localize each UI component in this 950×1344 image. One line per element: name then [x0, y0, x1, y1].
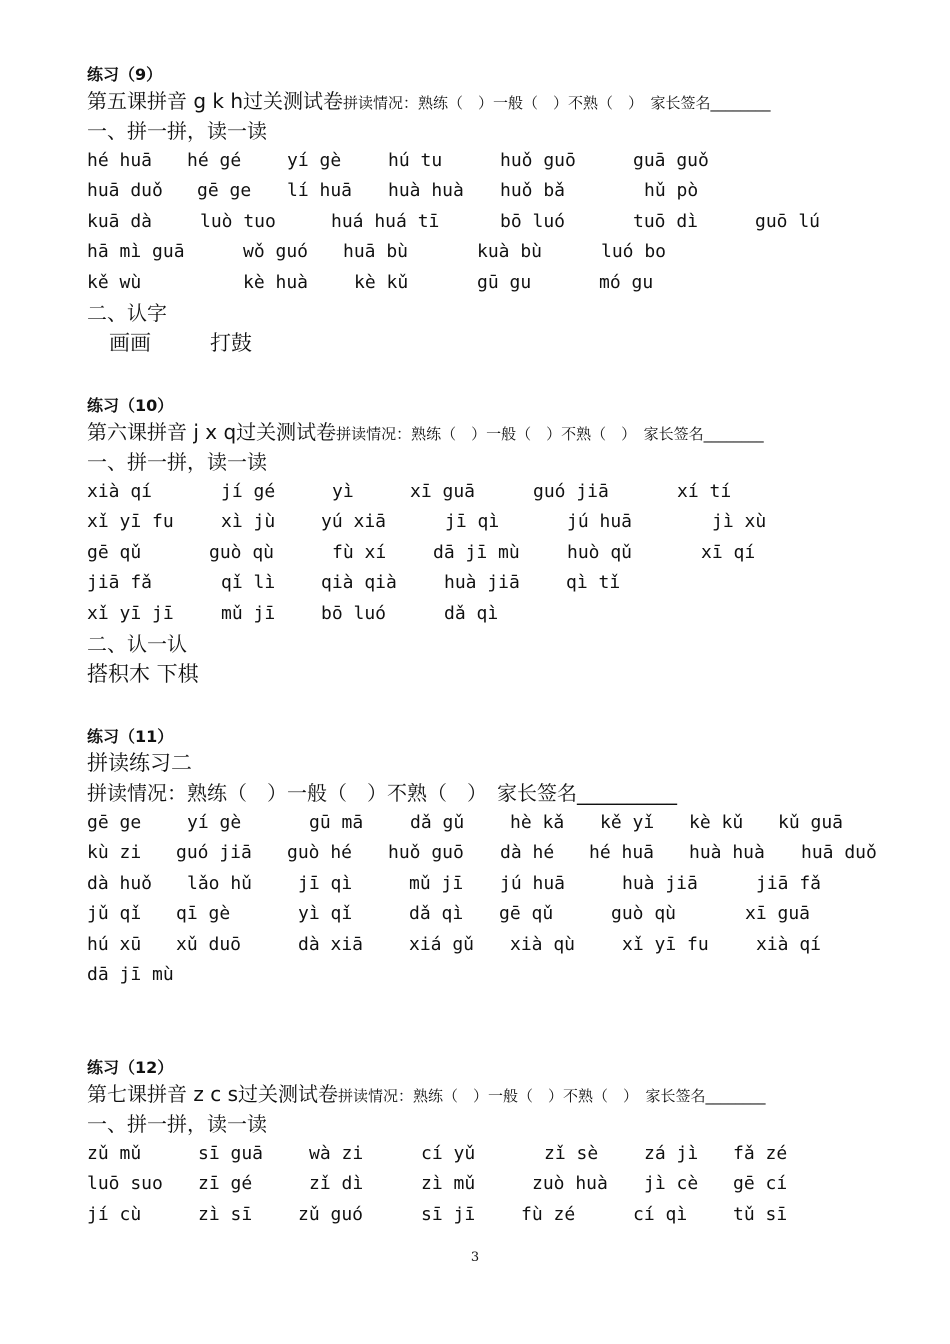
exercise-11 [87, 724, 917, 990]
pinyin-word: huò qǔ [567, 541, 633, 563]
pinyin-word: jú huā [500, 872, 566, 894]
pinyin-word: zì mǔ [421, 1173, 476, 1195]
pinyin-word: zì sī [198, 1203, 253, 1225]
pinyin-word: luō suo [87, 1173, 163, 1195]
pinyin-word: huǒ guō [388, 842, 464, 864]
pinyin-word: tuō dì [633, 210, 699, 232]
pinyin-word: jī qì [445, 511, 500, 533]
pinyin-word: tǔ sī [733, 1203, 788, 1225]
pinyin-word: kè kǔ [354, 271, 409, 293]
reading-status: 拼读情况：熟练（ ）一般（ ）不熟（ ） 家长签名__________ [87, 781, 677, 805]
pinyin-word: mǔ jī [409, 872, 464, 894]
pinyin-word: jiā fǎ [756, 872, 822, 894]
pinyin-word: jì xù [712, 511, 767, 533]
pinyin-word: kè huà [243, 271, 309, 293]
pinyin-row [87, 1200, 917, 1230]
pinyin-word: dà xiā [298, 933, 364, 955]
pinyin-word: xià qí [756, 933, 822, 955]
pinyin-word: dà hé [500, 842, 555, 864]
test-title: 第五课拼音 g k h过关测试卷 [87, 89, 344, 113]
pinyin-word: huā duǒ [87, 180, 163, 202]
pinyin-word: gē ge [87, 812, 142, 833]
page-number: 3 [470, 1250, 480, 1265]
pinyin-word: huā bù [343, 241, 409, 263]
pinyin-word: qī gè [176, 903, 231, 925]
pinyin-word: guò qù [611, 903, 677, 925]
pinyin-word: hé gé [187, 150, 242, 171]
pinyin-row [87, 599, 917, 629]
pinyin-word: xī guā [410, 481, 476, 502]
pinyin-word: kě yǐ [600, 812, 655, 833]
test-title: 第六课拼音 j x q过关测试卷 [87, 420, 337, 444]
pinyin-word: huǒ guō [500, 150, 576, 171]
reading-status: 拼读情况：熟练（ ）一般（ ）不熟（ ） 家长签名________ [343, 94, 771, 112]
test-header [87, 86, 917, 116]
pinyin-word: gē ge [197, 180, 252, 202]
pinyin-word: kě wù [87, 271, 142, 293]
pinyin-word: jǔ qǐ [87, 903, 142, 925]
pinyin-word: guā guǒ [633, 150, 709, 171]
exercise-title: 练习（11） [87, 727, 174, 746]
pinyin-word: mǔ jī [221, 602, 276, 624]
pinyin-word: dā jī mù [87, 963, 174, 985]
part-heading: 一、拼一拼，读一读 [87, 119, 267, 143]
pinyin-word: qǐ lì [221, 572, 276, 594]
pinyin-row [87, 176, 917, 206]
pinyin-word: cí qì [633, 1203, 688, 1225]
pinyin-word: xī guā [745, 903, 811, 925]
pinyin-row [87, 146, 917, 176]
pinyin-word: xǔ duō [176, 933, 242, 955]
pinyin-word: huà jiā [622, 872, 698, 894]
pinyin-word: guò qù [209, 541, 275, 563]
pinyin-word: luó bo [601, 241, 667, 263]
pinyin-word: yí gè [287, 150, 342, 171]
pinyin-word: jī qì [298, 872, 353, 894]
pinyin-word: jí gé [221, 481, 276, 502]
pinyin-word: kuā dà [87, 210, 153, 232]
pinyin-word: xí tí [677, 481, 732, 502]
reading-status: 拼读情况：熟练（ ）一般（ ）不熟（ ） 家长签名________ [338, 1087, 766, 1105]
pinyin-word: jí cù [87, 1203, 142, 1225]
pinyin-word: hǔ pò [644, 180, 699, 202]
pinyin-word: mó gu [599, 271, 654, 293]
pinyin-word: xǐ yī fu [622, 933, 709, 955]
pinyin-word: hú tu [388, 150, 443, 171]
pinyin-word: kù zi [87, 842, 142, 864]
test-title: 第七课拼音 z c s过关测试卷 [87, 1082, 338, 1106]
pinyin-word: kǔ guā [778, 812, 844, 833]
pinyin-word: gē qǔ [499, 903, 554, 925]
pinyin-word: lǎo hǔ [187, 872, 253, 894]
pinyin-row [87, 930, 917, 960]
pinyin-word: bō luó [500, 210, 566, 232]
pinyin-word: dǎ qì [409, 903, 464, 925]
pinyin-row [87, 838, 917, 868]
pinyin-word: xī qí [701, 541, 756, 563]
part-heading: 一、拼一拼，读一读 [87, 450, 267, 474]
part-heading: 二、认一认 [87, 631, 187, 656]
pinyin-word: fǎ zé [733, 1143, 788, 1164]
exercise-10 [87, 393, 917, 690]
pinyin-word: huà huà [388, 180, 464, 202]
pinyin-word: guó jiā [176, 842, 252, 864]
pinyin-word: wà zi [309, 1143, 364, 1164]
pinyin-word: kuà bù [477, 241, 543, 263]
pinyin-word: qì tǐ [566, 572, 621, 594]
pinyin-row [87, 568, 917, 598]
pinyin-row [87, 899, 917, 929]
practice-title: 拼读练习二 [87, 751, 192, 775]
pinyin-word: sī jī [421, 1203, 476, 1225]
pinyin-row [87, 808, 917, 838]
pinyin-word: dǎ gǔ [410, 812, 465, 833]
pinyin-word: hé huā [87, 150, 153, 171]
pinyin-word: xǐ yī jī [87, 602, 174, 624]
pinyin-word: sī guā [198, 1143, 264, 1164]
pinyin-word: hā mì guā [87, 241, 185, 263]
test-header [87, 1079, 917, 1109]
pinyin-word: xià qí [87, 481, 153, 502]
pinyin-word: fù zé [521, 1203, 576, 1225]
pinyin-row [87, 1139, 917, 1169]
exercise-title: 练习（12） [87, 1058, 174, 1077]
pinyin-word: luò tuo [200, 210, 276, 232]
pinyin-word: dà huǒ [87, 872, 153, 894]
pinyin-word: huǒ bǎ [500, 180, 566, 202]
exercise-title: 练习（10） [87, 396, 174, 415]
pinyin-word: fù xí [332, 541, 387, 563]
pinyin-word: hú xū [87, 933, 142, 955]
hanzi-word: 搭积木 下棋 [87, 661, 199, 686]
recognize-words [87, 659, 917, 690]
pinyin-word: huà jiā [444, 572, 520, 594]
pinyin-row [87, 207, 917, 237]
pinyin-word: zá jì [644, 1143, 699, 1164]
pinyin-word: jì cè [644, 1173, 699, 1195]
pinyin-word: gē qǔ [87, 541, 142, 563]
pinyin-word: dǎ qì [444, 602, 499, 624]
pinyin-word: bō luó [321, 602, 387, 624]
pinyin-word: lí huā [287, 180, 353, 202]
pinyin-word: huà huà [689, 842, 765, 864]
pinyin-word: yí gè [187, 812, 242, 833]
pinyin-word: zǔ mǔ [87, 1143, 142, 1164]
pinyin-word: xià qù [510, 933, 576, 955]
pinyin-word: jú huā [567, 511, 633, 533]
pinyin-word: guō lú [755, 210, 821, 232]
part-heading: 一、拼一拼，读一读 [87, 1112, 267, 1136]
pinyin-word: zī gé [198, 1173, 253, 1195]
pinyin-word: zǐ dì [309, 1173, 364, 1195]
pinyin-word: yú xiā [321, 511, 387, 533]
pinyin-word: zuò huà [532, 1173, 608, 1195]
pinyin-word: cí yǔ [421, 1143, 476, 1164]
pinyin-word: yì qǐ [298, 903, 353, 925]
pinyin-word: zǔ guó [298, 1203, 364, 1225]
pinyin-word: jiā fǎ [87, 572, 153, 594]
exercise-9 [87, 62, 917, 359]
pinyin-word: guó jiā [533, 481, 609, 502]
test-header [87, 417, 917, 447]
pinyin-word: guò hé [287, 842, 353, 864]
pinyin-row [87, 538, 917, 568]
pinyin-word: hé huā [589, 842, 655, 864]
hanzi-word: 打鼓 [210, 330, 252, 355]
pinyin-row [87, 960, 917, 990]
pinyin-word: gū gu [477, 271, 532, 293]
pinyin-row [87, 268, 917, 298]
pinyin-word: kè kǔ [689, 812, 744, 833]
pinyin-row [87, 477, 917, 507]
pinyin-word: zǐ sè [544, 1143, 599, 1164]
pinyin-word: huá huá tī [331, 210, 440, 232]
pinyin-word: yì [332, 481, 354, 502]
exercise-title: 练习（9） [87, 65, 163, 84]
pinyin-row [87, 507, 917, 537]
pinyin-word: huā duǒ [801, 842, 877, 864]
pinyin-word: xì jù [221, 511, 276, 533]
pinyin-row [87, 869, 917, 899]
pinyin-row [87, 237, 917, 267]
recognize-words [87, 328, 917, 359]
pinyin-row [87, 1169, 917, 1199]
exercise-12 [87, 1055, 917, 1230]
pinyin-word: wǒ guó [243, 241, 309, 263]
pinyin-word: qià qià [321, 572, 397, 594]
pinyin-word: xǐ yī fu [87, 511, 174, 533]
pinyin-word: gū mā [309, 812, 364, 833]
pinyin-word: dā jī mù [433, 541, 520, 563]
pinyin-word: hè kǎ [510, 812, 565, 833]
hanzi-word: 画画 [109, 330, 151, 355]
reading-status: 拼读情况：熟练（ ）一般（ ）不熟（ ） 家长签名________ [336, 425, 764, 443]
part-heading: 二、认字 [87, 300, 167, 325]
pinyin-word: gē cí [733, 1173, 788, 1195]
pinyin-word: xiá gǔ [409, 933, 475, 955]
